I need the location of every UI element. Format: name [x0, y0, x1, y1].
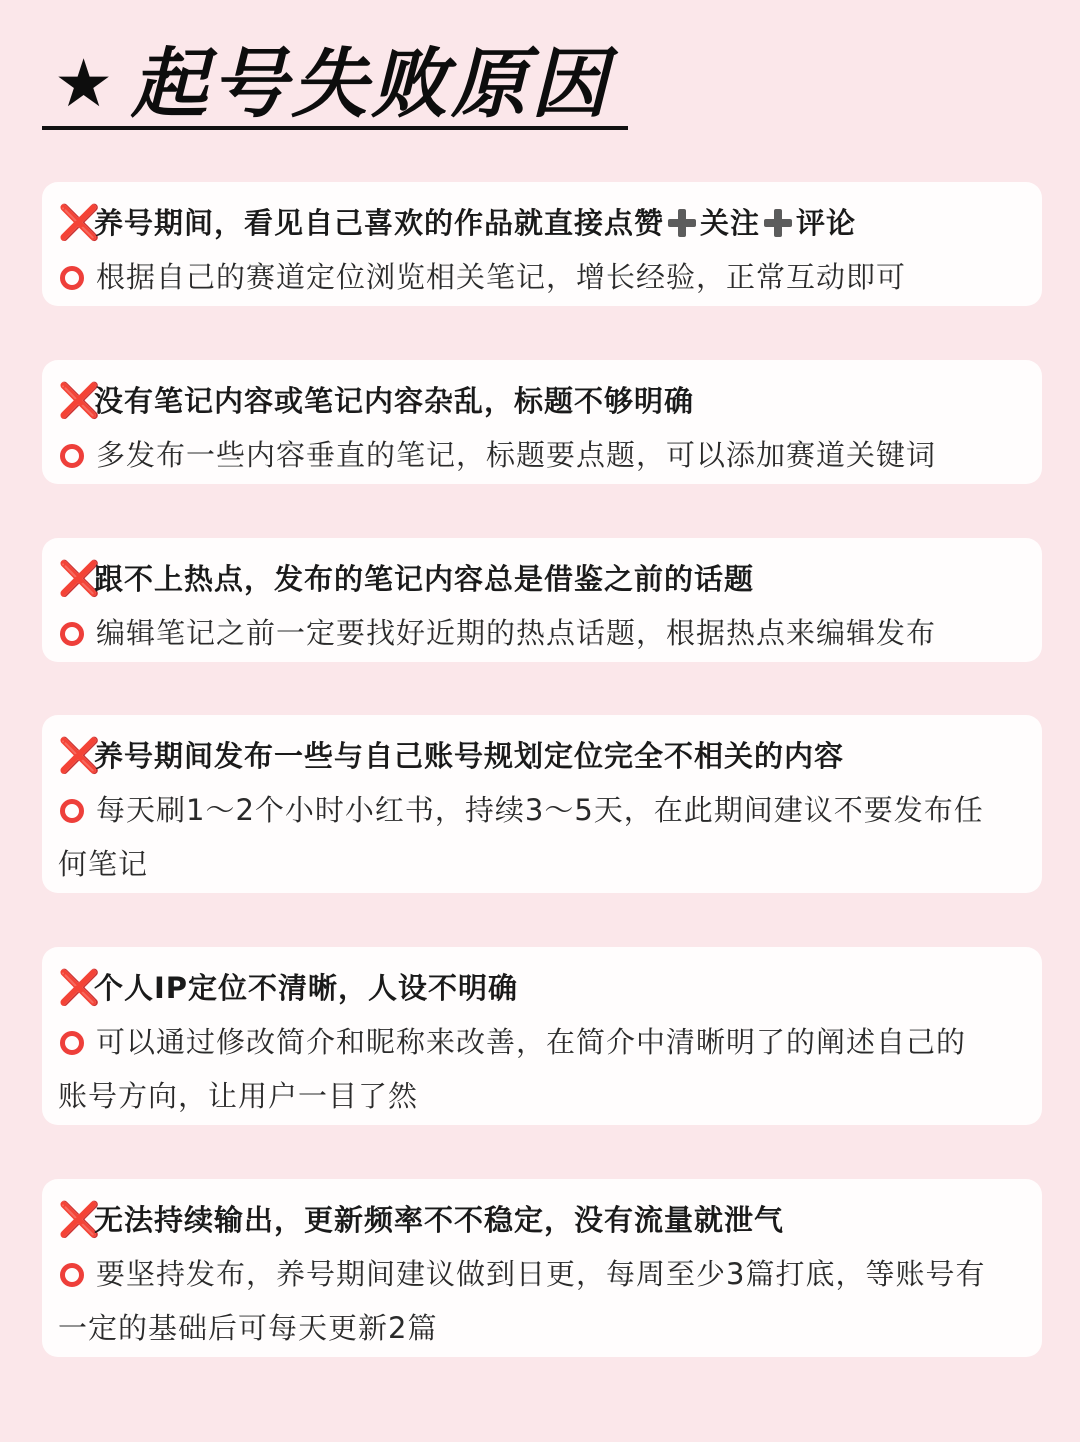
circle-icon [60, 799, 84, 823]
solution-row-continued [58, 837, 1026, 891]
cross-icon: ❌ [58, 381, 102, 421]
solution-row [58, 1015, 1026, 1069]
reason-card-5 [42, 947, 1042, 1125]
problem-text: 养号期间发布一些与自己账号规划定位完全不相关的内容 [94, 739, 845, 773]
solution-text: 根据自己的赛道定位浏览相关笔记，增长经验，正常互动即可 [96, 260, 907, 294]
cross-icon: ❌ [58, 968, 102, 1008]
circle-icon [60, 444, 84, 468]
solution-row-continued [58, 1069, 1026, 1123]
reason-card-4 [42, 715, 1042, 893]
reason-card-3 [42, 538, 1042, 662]
problem-text: 评论 [796, 206, 857, 240]
reason-card-6 [42, 1179, 1042, 1357]
problem-text: 养号期间，看见自己喜欢的作品就直接点赞 [94, 206, 665, 240]
cross-icon: ❌ [58, 736, 102, 776]
solution-text: 账号方向，让用户一目了然 [58, 1079, 419, 1113]
problem-row [58, 374, 1026, 428]
cross-icon: ❌ [58, 203, 102, 243]
solution-row [58, 606, 1026, 660]
solution-text: 要坚持发布，养号期间建议做到日更，每周至少3篇打底，等账号有 [96, 1257, 986, 1291]
solution-text: 多发布一些内容垂直的笔记，标题要点题，可以添加赛道关键词 [96, 438, 937, 472]
page-title-block [42, 38, 628, 130]
solution-row [58, 250, 1026, 304]
problem-row [58, 729, 1026, 783]
problem-row [58, 196, 1026, 250]
page-title [54, 39, 612, 128]
solution-row [58, 1247, 1026, 1301]
reason-card-1 [42, 182, 1042, 306]
circle-icon [60, 1031, 84, 1055]
page-title-text: 起号失败原因 [131, 39, 612, 128]
cross-icon: ❌ [58, 559, 102, 599]
cross-icon: ❌ [58, 1200, 102, 1240]
reason-card-2 [42, 360, 1042, 484]
plus-icon [668, 209, 696, 237]
problem-text: 没有笔记内容或笔记内容杂乱，标题不够明确 [94, 384, 695, 418]
circle-icon [60, 266, 84, 290]
circle-icon [60, 622, 84, 646]
plus-icon [764, 209, 792, 237]
problem-row [58, 961, 1026, 1015]
solution-text: 一定的基础后可每天更新2篇 [58, 1311, 438, 1345]
problem-text: 个人IP定位不清晰，人设不明确 [94, 971, 519, 1005]
problem-text: 无法持续输出，更新频率不不稳定，没有流量就泄气 [94, 1203, 785, 1237]
circle-icon [60, 1263, 84, 1287]
solution-row [58, 783, 1026, 837]
solution-text: 编辑笔记之前一定要找好近期的热点话题，根据热点来编辑发布 [96, 616, 937, 650]
star-icon: ★ [54, 45, 118, 122]
solution-row [58, 428, 1026, 482]
problem-text: 关注 [700, 206, 761, 240]
solution-text: 何笔记 [58, 847, 149, 881]
problem-row [58, 1193, 1026, 1247]
problem-row [58, 552, 1026, 606]
solution-row-continued [58, 1301, 1026, 1355]
solution-text: 可以通过修改简介和昵称来改善，在简介中清晰明了的阐述自己的 [96, 1025, 967, 1059]
problem-text: 跟不上热点，发布的笔记内容总是借鉴之前的话题 [94, 562, 755, 596]
solution-text: 每天刷1～2个小时小红书，持续3～5天，在此期间建议不要发布任 [96, 793, 984, 827]
